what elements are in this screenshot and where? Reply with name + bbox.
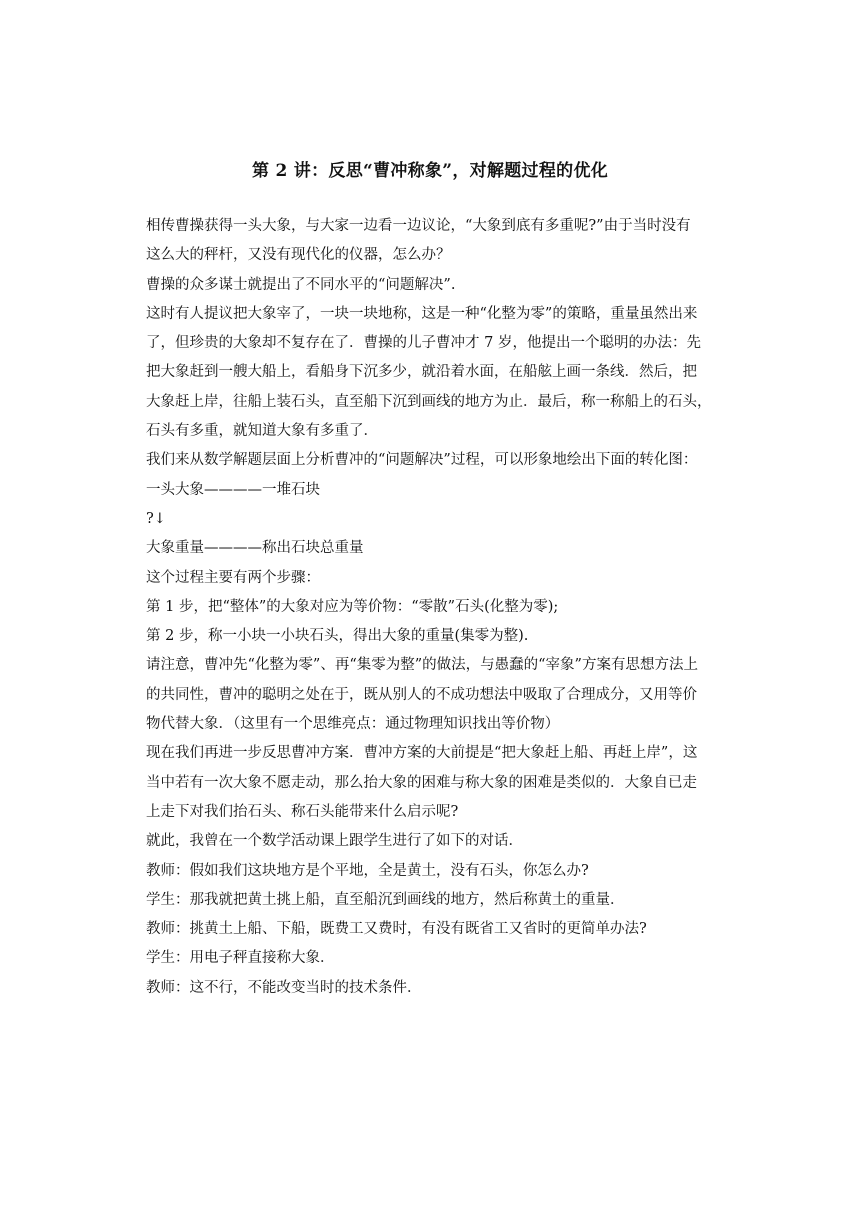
- dialogue-line: 教师：假如我们这块地方是个平地，全是黄土，没有石头，你怎么办?: [146, 862, 589, 879]
- paragraph-line: 这个过程主要有两个步骤：: [146, 569, 320, 586]
- dialogue-line: 教师：挑黄土上船、下船，既费工又费时，有没有既省工又省时的更简单办法?: [146, 921, 647, 938]
- document-title: 第 2 讲：反思“曹冲称象”，对解题过程的优化: [251, 161, 609, 181]
- diagram-arrow: ?↓: [146, 510, 166, 527]
- paragraph-line: 曹操的众多谋士就提出了不同水平的“问题解决”.: [146, 276, 456, 293]
- paragraph-line: 现在我们再进一步反思曹冲方案．曹冲方案的大前提是“把大象赶上船、再赶上岸”，这: [146, 745, 698, 762]
- diagram-line-bottom: 大象重量————称出石块总重量: [146, 540, 364, 557]
- paragraph-line: 了，但珍贵的大象却不复存在了．曹操的儿子曹冲才 7 岁，他提出一个聪明的办法：先: [146, 335, 701, 352]
- step-line: 第 1 步，把“整体”的大象对应为等价物：“零散”石头(化整为零);: [146, 598, 559, 615]
- paragraph-line: 相传曹操获得一头大象，与大家一边看一边议论，“大象到底有多重呢?”由于当时没有: [146, 218, 691, 234]
- paragraph-line: 请注意，曹冲先“化整为零”、再“集零为整”的做法，与愚蠢的“宰象”方案有思想方法上: [146, 657, 698, 674]
- dialogue-line: 教师：这不行，不能改变当时的技术条件．: [146, 979, 422, 996]
- paragraph-line: 物代替大象．（这里有一个思维亮点：通过物理知识找出等价物）: [146, 716, 560, 733]
- paragraph-line: 的共同性，曹冲的聪明之处在于，既从别人的不成功想法中吸取了合理成分，又用等价: [146, 686, 697, 703]
- diagram-line-top: 一头大象————一堆石块: [146, 481, 320, 498]
- step-line: 第 2 步，称一小块一小块石头，得出大象的重量(集零为整).: [146, 628, 529, 645]
- paragraph-line: 大象赶上岸，往船上装石头，直至船下沉到画线的地方为止．最后，称一称船上的石头，: [146, 393, 712, 410]
- dialogue-line: 学生：用电子秤直接称大象．: [146, 950, 335, 967]
- paragraph-line: 把大象赶到一艘大船上，看船身下沉多少，就沿着水面，在船舷上画一条线．然后，把: [146, 364, 697, 381]
- paragraph-line: 我们来从数学解题层面上分析曹冲的“问题解决”过程，可以形象地绘出下面的转化图：: [146, 452, 698, 469]
- paragraph-line: 就此，我曾在一个数学活动课上跟学生进行了如下的对话．: [146, 833, 523, 850]
- paragraph-line: 这么大的秤杆，又没有现代化的仪器，怎么办？: [146, 247, 451, 264]
- paragraph-line: 这时有人提议把大象宰了，一块一块地称，这是一种“化整为零”的策略，重量虽然出来: [146, 305, 698, 322]
- paragraph-line: 石头有多重，就知道大象有多重了．: [146, 423, 378, 440]
- dialogue-line: 学生：那我就把黄土挑上船，直至船沉到画线的地方，然后称黄土的重量．: [146, 891, 625, 908]
- paragraph-line: 上走下对我们抬石头、称石头能带来什么启示呢?: [146, 803, 459, 820]
- paragraph-line: 当中若有一次大象不愿走动，那么抬大象的困难与称大象的困难是类似的．大象自已走: [146, 774, 697, 791]
- document-body: [146, 212, 720, 1003]
